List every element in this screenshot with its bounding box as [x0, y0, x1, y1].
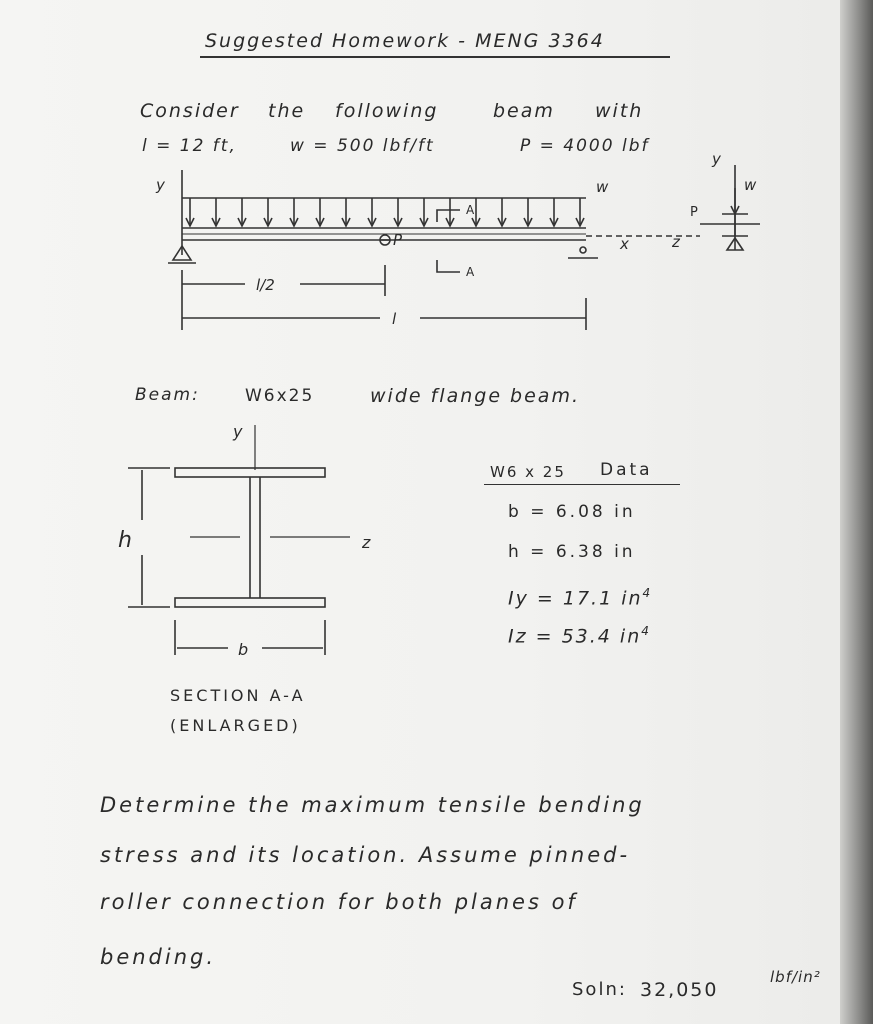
data-iy-symbol: Iy [508, 587, 529, 610]
page-title: Suggested Homework - MENG 3364 [205, 30, 605, 52]
section-mark-top: A [466, 203, 475, 217]
data-iy-value: = 17.1 in [536, 587, 643, 610]
inset-p-label: P [690, 205, 698, 220]
length-value: l = 12 ft, [142, 136, 237, 156]
load-w-label: w [596, 178, 609, 196]
section-caption: SECTION A-A [170, 686, 306, 705]
solution-units: lbf/in² [770, 968, 821, 986]
point-load-value: P = 4000 lbf [520, 136, 650, 156]
data-table-rule [484, 484, 680, 485]
intro-word-5: with [595, 100, 644, 122]
data-table-header-designation: W6 x 25 [490, 463, 566, 481]
data-iz-row [508, 624, 651, 647]
intro-word-3: following [335, 100, 439, 122]
problem-line-3: roller connection for both planes of [100, 890, 578, 914]
data-iz-value: = 53.4 in [535, 625, 642, 648]
beam-label: Beam: [135, 385, 200, 405]
height-dimension-label: h [118, 528, 132, 553]
beam-designation: W6x25 [245, 386, 315, 406]
data-iz-symbol: Iz [508, 625, 528, 648]
distributed-load-value: w = 500 lbf/ft [290, 136, 435, 156]
section-mark-bottom: A [466, 265, 475, 279]
width-dimension-label: b [238, 640, 249, 659]
beam-description: wide flange beam. [370, 385, 580, 407]
data-h: h = 6.38 in [508, 542, 636, 562]
intro-word-2: the [268, 100, 306, 122]
inset-w-label: w [744, 176, 757, 194]
section-caption-enlarged: (ENLARGED) [170, 716, 301, 735]
problem-line-1: Determine the maximum tensile bending [100, 793, 645, 817]
diagram-x-label: x [620, 235, 629, 253]
data-table-header-data: Data [600, 460, 653, 480]
point-load-label: P [393, 231, 403, 249]
half-span-label: l/2 [256, 276, 275, 294]
span-label: l [392, 310, 397, 328]
solution-value: 32,050 [640, 979, 719, 1001]
section-z-label: z [362, 533, 371, 552]
section-y-label: y [233, 422, 243, 441]
intro-word-1: Consider [140, 100, 240, 122]
data-iy-row [508, 586, 652, 609]
intro-word-4: beam [493, 100, 555, 122]
diagram-z-label: z [672, 233, 680, 251]
data-iy-exponent: 4 [642, 586, 653, 600]
diagram-y-label: y [156, 176, 165, 194]
problem-line-4: bending. [100, 945, 217, 969]
inset-y-label: y [712, 150, 721, 168]
problem-line-2: stress and its location. Assume pinned- [100, 843, 631, 867]
data-iz-exponent: 4 [641, 624, 651, 638]
data-b: b = 6.08 in [508, 502, 636, 522]
solution-label: Soln: [572, 979, 627, 1000]
